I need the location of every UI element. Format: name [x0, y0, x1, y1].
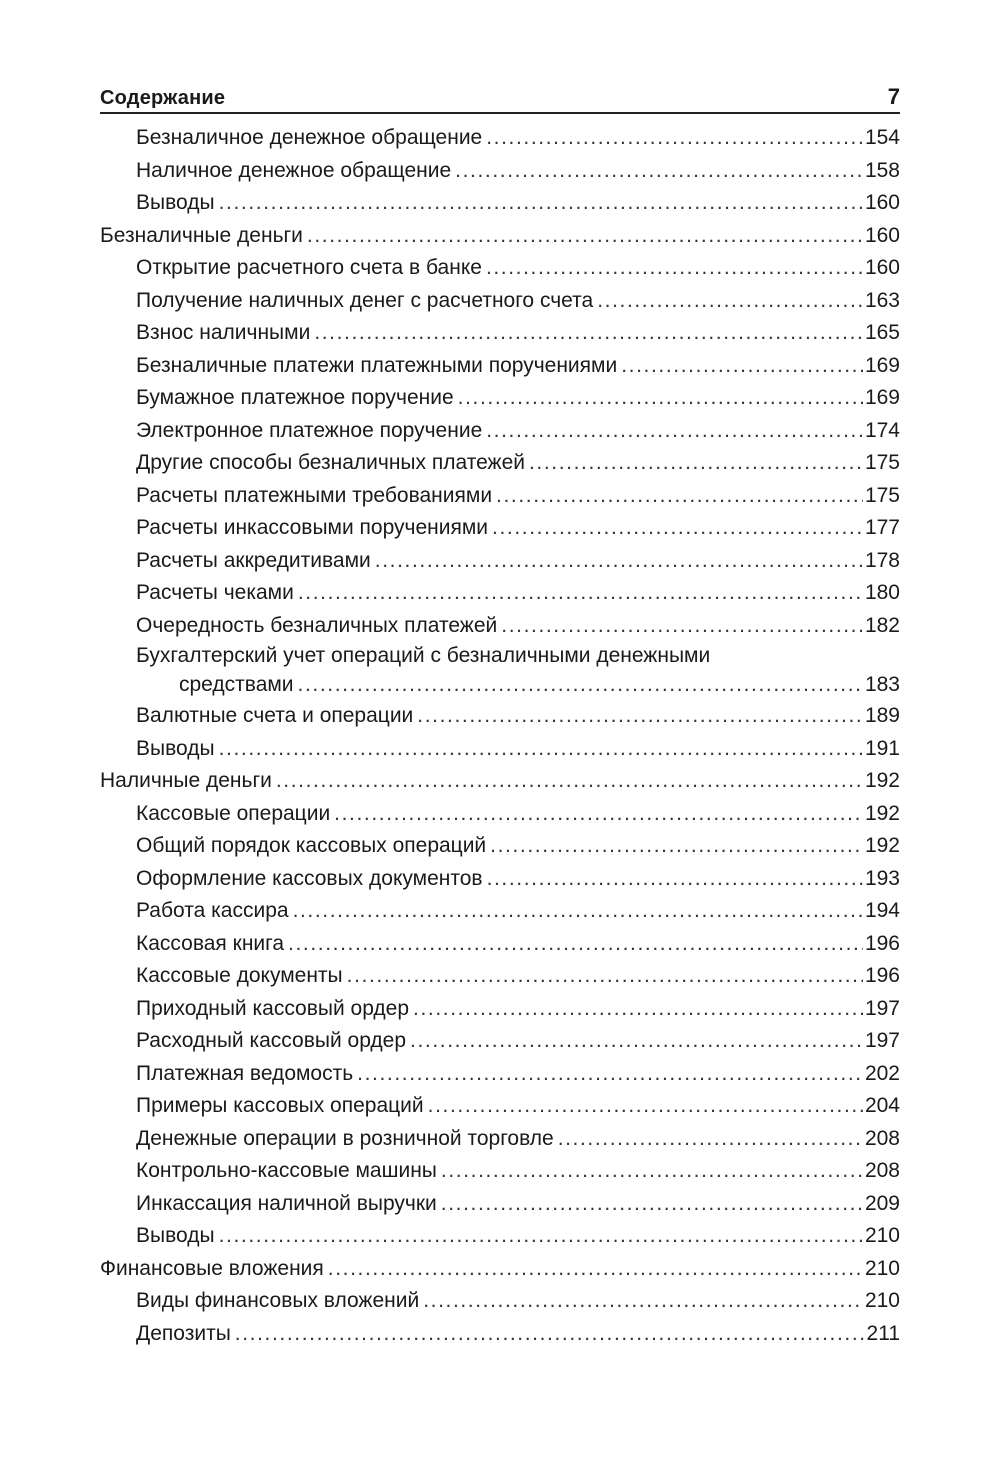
toc-entry-page: 163 [864, 288, 900, 312]
dot-leader [496, 480, 863, 513]
dot-leader [347, 960, 863, 993]
toc-entry-page: 194 [864, 899, 900, 922]
toc-entry-title: Кассовые операции [136, 801, 331, 825]
dot-leader [458, 382, 863, 415]
toc-entry[interactable] [100, 155, 900, 188]
dot-leader [423, 1285, 863, 1318]
dot-leader [219, 1220, 863, 1253]
toc-entry-title: Открытие расчетного счета в банке [136, 256, 482, 279]
toc-entry-page: 174 [864, 418, 900, 442]
dot-leader [529, 447, 863, 480]
toc-entry[interactable] [100, 798, 900, 831]
toc-entry[interactable] [100, 830, 900, 863]
toc-entry-page: 197 [864, 996, 900, 1020]
running-header [100, 80, 900, 114]
toc-entry-page: 204 [864, 1094, 900, 1117]
toc-entry-page: 175 [864, 451, 900, 474]
toc-entry[interactable] [100, 1155, 900, 1188]
toc-entry[interactable] [100, 1220, 900, 1253]
toc-entry-title: Приходный кассовый ордер [136, 996, 410, 1020]
dot-leader [235, 1318, 865, 1351]
dot-leader [375, 545, 863, 578]
toc-entry[interactable] [100, 480, 900, 513]
section-title: Содержание [100, 87, 226, 109]
toc-chapter-entry[interactable] [100, 1253, 900, 1286]
toc-entry[interactable] [100, 577, 900, 610]
toc-entry-page: 154 [864, 126, 900, 149]
toc-entry[interactable] [100, 122, 900, 155]
toc-entry[interactable] [100, 700, 900, 733]
dot-leader [219, 187, 863, 220]
toc-entry[interactable] [100, 1123, 900, 1156]
toc-entry-title: Безналичное денежное обращение [136, 126, 483, 149]
toc-entry-title: Денежные операции в розничной торговле [136, 1126, 554, 1150]
toc-entry-page: 160 [864, 191, 900, 214]
toc-entry-title: Оформление кассовых документов [136, 866, 483, 890]
dot-leader [293, 895, 863, 928]
dot-leader [417, 700, 863, 733]
toc-entry-title: Платежная ведомость [136, 1061, 354, 1085]
toc-entry[interactable] [100, 317, 900, 350]
dot-leader [486, 252, 863, 285]
toc-entry-page: 169 [864, 386, 900, 409]
toc-entry[interactable] [100, 733, 900, 766]
toc-entry-page: 208 [864, 1159, 900, 1182]
dot-leader [314, 317, 863, 350]
toc-entry[interactable] [100, 1285, 900, 1318]
toc-entry[interactable] [100, 415, 900, 448]
toc-entry-title: Расходный кассовый ордер [136, 1029, 407, 1052]
toc-entry-page: 177 [864, 516, 900, 539]
toc-entry[interactable] [100, 993, 900, 1026]
toc-entry[interactable] [100, 285, 900, 318]
dot-leader [410, 1025, 863, 1058]
toc-entry-page: 180 [864, 581, 900, 604]
toc-entry[interactable] [100, 1025, 900, 1058]
table-of-contents [100, 122, 900, 1350]
dot-leader [455, 155, 863, 188]
toc-entry[interactable] [100, 1058, 900, 1091]
toc-entry-page: 211 [866, 1321, 900, 1345]
toc-entry-page: 160 [864, 223, 900, 247]
toc-entry-page: 196 [864, 931, 900, 955]
toc-entry[interactable] [100, 545, 900, 578]
dot-leader [486, 122, 863, 155]
toc-entry[interactable] [100, 350, 900, 383]
toc-entry[interactable] [100, 1188, 900, 1221]
toc-entry-page: 209 [864, 1191, 900, 1215]
toc-entry-page: 193 [864, 866, 900, 890]
toc-entry-title: Взнос наличными [136, 321, 311, 344]
dot-leader [307, 220, 863, 253]
toc-entry-title: Депозиты [136, 1321, 231, 1345]
dot-leader [276, 765, 863, 798]
toc-entry-page: 158 [864, 158, 900, 182]
toc-entry-title-line2: средствами [179, 673, 294, 696]
toc-entry-page: 175 [864, 483, 900, 507]
toc-entry-title: Другие способы безналичных платежей [136, 451, 525, 474]
toc-entry[interactable] [100, 863, 900, 896]
dot-leader [621, 350, 863, 383]
dot-leader [558, 1123, 863, 1156]
dot-leader [490, 830, 863, 863]
dot-leader [501, 610, 863, 643]
toc-entry-title: Виды финансовых вложений [136, 1289, 420, 1312]
toc-entry[interactable] [100, 252, 900, 285]
dot-leader [597, 285, 863, 318]
book-page [100, 80, 900, 1350]
toc-entry-title: Бумажное платежное поручение [136, 386, 454, 409]
dot-leader [441, 1188, 863, 1221]
toc-entry-title: Контрольно-кассовые машины [136, 1159, 437, 1182]
toc-entry-page: 210 [864, 1256, 900, 1280]
toc-entry-page: 189 [864, 704, 900, 727]
dot-leader [492, 512, 863, 545]
toc-entry-title: Финансовые вложения [100, 1256, 324, 1280]
toc-entry-title: Примеры кассовых операций [136, 1094, 424, 1117]
toc-entry-title: Кассовые документы [136, 964, 343, 987]
dot-leader [328, 1253, 863, 1286]
toc-entry-title: Общий порядок кассовых операций [136, 834, 487, 857]
toc-entry[interactable] [100, 187, 900, 220]
toc-entry-title: Безналичные платежи платежными поручениями [136, 353, 618, 377]
toc-entry-page: 192 [864, 834, 900, 857]
toc-entry-title: Кассовая книга [136, 931, 285, 955]
dot-leader [298, 671, 863, 699]
toc-entry-title: Наличное денежное обращение [136, 158, 452, 182]
toc-entry-title-line1: Бухгалтерский учет операций с безналичными денежными [136, 644, 711, 667]
toc-entry[interactable] [100, 1318, 900, 1351]
toc-entry[interactable] [100, 610, 900, 643]
toc-entry-title: Выводы [136, 1224, 215, 1247]
dot-leader [428, 1090, 863, 1123]
toc-entry-page: 183 [864, 673, 900, 696]
toc-entry-title: Безналичные деньги [100, 223, 303, 247]
toc-entry[interactable] [100, 895, 900, 928]
dot-leader [219, 733, 863, 766]
toc-entry-title: Валютные счета и операции [136, 704, 414, 727]
toc-entry-page: 202 [864, 1061, 900, 1085]
toc-entry-title: Расчеты платежными требованиями [136, 483, 493, 507]
toc-entry-page: 210 [864, 1224, 900, 1247]
toc-entry-title: Выводы [136, 191, 215, 214]
dot-leader [441, 1155, 863, 1188]
toc-entry-page: 210 [864, 1289, 900, 1312]
toc-entry-title: Выводы [136, 736, 215, 760]
toc-entry-page: 165 [864, 321, 900, 344]
toc-entry-page: 169 [864, 353, 900, 377]
dot-leader [288, 928, 863, 961]
toc-entry-title: Расчеты инкассовыми поручениями [136, 516, 489, 539]
toc-entry-title: Инкассация наличной выручки [136, 1191, 437, 1215]
toc-entry-page: 196 [864, 964, 900, 987]
toc-entry-title: Работа кассира [136, 899, 289, 922]
toc-entry-page: 182 [864, 613, 900, 637]
toc-entry-page: 197 [864, 1029, 900, 1052]
toc-entry[interactable] [100, 928, 900, 961]
toc-entry-page: 208 [864, 1126, 900, 1150]
toc-entry-title: Расчеты аккредитивами [136, 548, 371, 572]
dot-leader [298, 577, 863, 610]
toc-chapter-entry[interactable] [100, 765, 900, 798]
page-number: 7 [887, 84, 900, 109]
toc-entry-title: Очередность безналичных платежей [136, 613, 498, 637]
toc-entry-page: 160 [864, 256, 900, 279]
toc-entry-title: Наличные деньги [100, 769, 272, 792]
toc-entry-page: 178 [864, 548, 900, 572]
dot-leader [334, 798, 863, 831]
toc-chapter-entry[interactable] [100, 220, 900, 253]
toc-entry[interactable] [100, 960, 900, 993]
toc-entry[interactable] [100, 447, 900, 480]
toc-entry-title: Расчеты чеками [136, 581, 294, 604]
toc-entry-page: 192 [864, 801, 900, 825]
toc-entry-title: Получение наличных денег с расчетного счета [136, 288, 594, 312]
toc-entry-page: 192 [864, 769, 900, 792]
toc-entry-page: 191 [864, 736, 900, 760]
dot-leader [486, 415, 863, 448]
toc-entry-title: Электронное платежное поручение [136, 418, 483, 442]
dot-leader [413, 993, 863, 1026]
toc-entry[interactable] [100, 1090, 900, 1123]
toc-entry-multiline[interactable] [100, 642, 900, 700]
dot-leader [357, 1058, 863, 1091]
dot-leader [487, 863, 863, 896]
toc-entry[interactable] [100, 382, 900, 415]
toc-entry[interactable] [100, 512, 900, 545]
